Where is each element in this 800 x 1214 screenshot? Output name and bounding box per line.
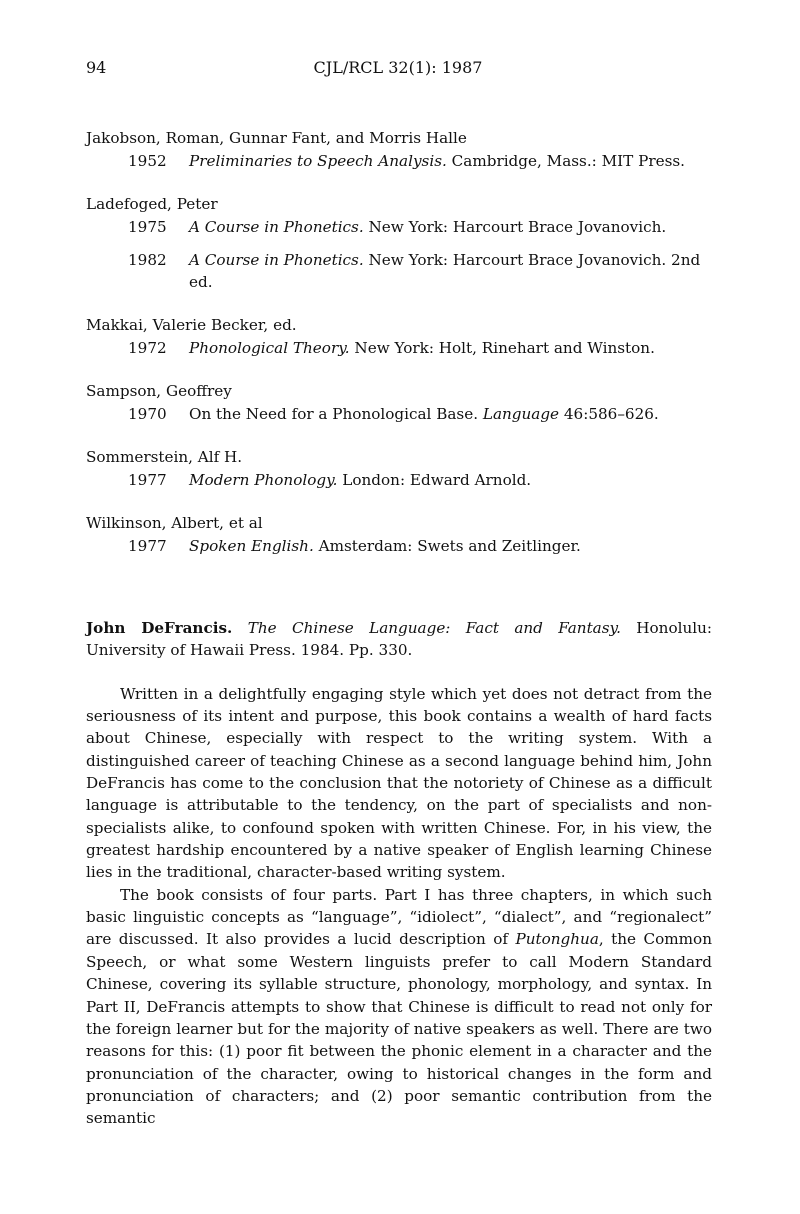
reference-author: Sommerstein, Alf H. [86, 448, 243, 466]
review-paragraph-2 [86, 884, 712, 1130]
reference-entry [86, 250, 714, 293]
reference-entry [86, 151, 714, 173]
reference-title: A Course in Phonetics. [189, 251, 364, 269]
reference-item [86, 513, 714, 557]
reference-entry [86, 470, 714, 492]
reference-entry [86, 338, 714, 360]
reference-author: Jakobson, Roman, Gunnar Fant, and Morris Halle [86, 129, 467, 147]
reference-year: 1977 [128, 536, 167, 555]
reference-author: Sampson, Geoffrey [86, 382, 232, 400]
review-paragraph-2-part-a: The book consists of four parts. Part I has three chapters, in which such basic linguistic concepts as “language”, “idiolect”, “dialect”, and “regionalect” are discussed. It also provides a lucid description of [86, 885, 712, 949]
running-head: CJL/RCL 32(1): 1987 [313, 58, 483, 77]
reference-title: Preliminaries to Speech Analysis. [189, 151, 447, 170]
reference-year: 1982 [128, 251, 167, 269]
review-book-title: The Chinese Language: Fact and Fantasy. [247, 619, 621, 637]
review-term-putonghua: Putonghua [515, 930, 599, 949]
references-list [86, 128, 714, 579]
book-review [86, 617, 712, 1130]
reference-item [86, 381, 714, 425]
reference-publisher: Amsterdam: Swets and Zeitlinger. [313, 536, 581, 555]
page-number: 94 [86, 58, 107, 77]
reference-item [86, 315, 714, 359]
review-book-author: John DeFrancis. [86, 619, 233, 637]
reference-publisher: New York: Harcourt Brace Jovanovich. 2nd ed. [189, 251, 701, 291]
reference-year: 1952 [128, 151, 167, 170]
reference-title: Spoken English. [189, 536, 314, 555]
reference-article-title: On the Need for a Phonological Base. [189, 404, 483, 423]
reference-year: 1977 [128, 470, 167, 489]
reference-publisher: London: Edward Arnold. [337, 470, 532, 489]
reference-publisher: New York: Holt, Rinehart and Winston. [349, 338, 655, 357]
reference-author: Wilkinson, Albert, et al [86, 514, 263, 532]
review-citation [86, 617, 712, 662]
reference-item [86, 447, 714, 491]
reference-publisher: Cambridge, Mass.: MIT Press. [446, 151, 685, 170]
review-paragraph-1: Written in a delightfully engaging style which yet does not detract from the seriousness of its intent and purpose, this book contains a wealth of hard facts about Chinese, especially with respect to the writing system. With a distinguished career of teaching Chinese as a second language behind him, John DeFrancis has come to the conclusion that the notoriety of Chinese as a difficult language is attributable to the tendency, on the part of specialists and non-specialists alike, to confound spoken with written Chinese. For, in his view, the greatest hardship encountered by a native speaker of English learning Chinese lies in the traditional, character-based writing system. [86, 684, 712, 882]
review-paragraph-2-part-b: , the Common Speech, or what some Western linguists prefer to call Modern Standard Chinese, covering its syllable structure, phonology, morphology, and syntax. In Part II, DeFrancis attempts to show that Chinese is difficult to read not only for the foreign learner but for the majority of native speakers as well. There are two reasons for this: (1) poor fit between the phonic element in a character and the pronunciation of the character, owing to historical changes in the form and pronunciation of characters; and (2) poor semantic contribution from the semantic [86, 930, 712, 1128]
reference-title: Phonological Theory. [189, 338, 350, 357]
reference-journal: Language [482, 404, 560, 423]
page-header [86, 58, 710, 80]
reference-year: 1972 [128, 338, 167, 357]
reference-year: 1970 [128, 404, 167, 423]
reference-entry [86, 404, 714, 426]
reference-title: Modern Phonology. [189, 470, 338, 489]
reference-year: 1975 [128, 217, 167, 236]
reference-entry [86, 217, 714, 239]
reference-item [86, 128, 714, 172]
reference-title: A Course in Phonetics. [189, 217, 364, 236]
review-book-publication: Honolulu: University of Hawaii Press. 1984. Pp. 330. [86, 619, 712, 660]
reference-author: Ladefoged, Peter [86, 195, 218, 213]
reference-publisher: New York: Harcourt Brace Jovanovich. [363, 217, 667, 236]
reference-pages: 46:586–626. [559, 404, 659, 423]
reference-item [86, 194, 714, 293]
reference-entry [86, 536, 714, 558]
reference-author: Makkai, Valerie Becker, ed. [86, 316, 297, 334]
